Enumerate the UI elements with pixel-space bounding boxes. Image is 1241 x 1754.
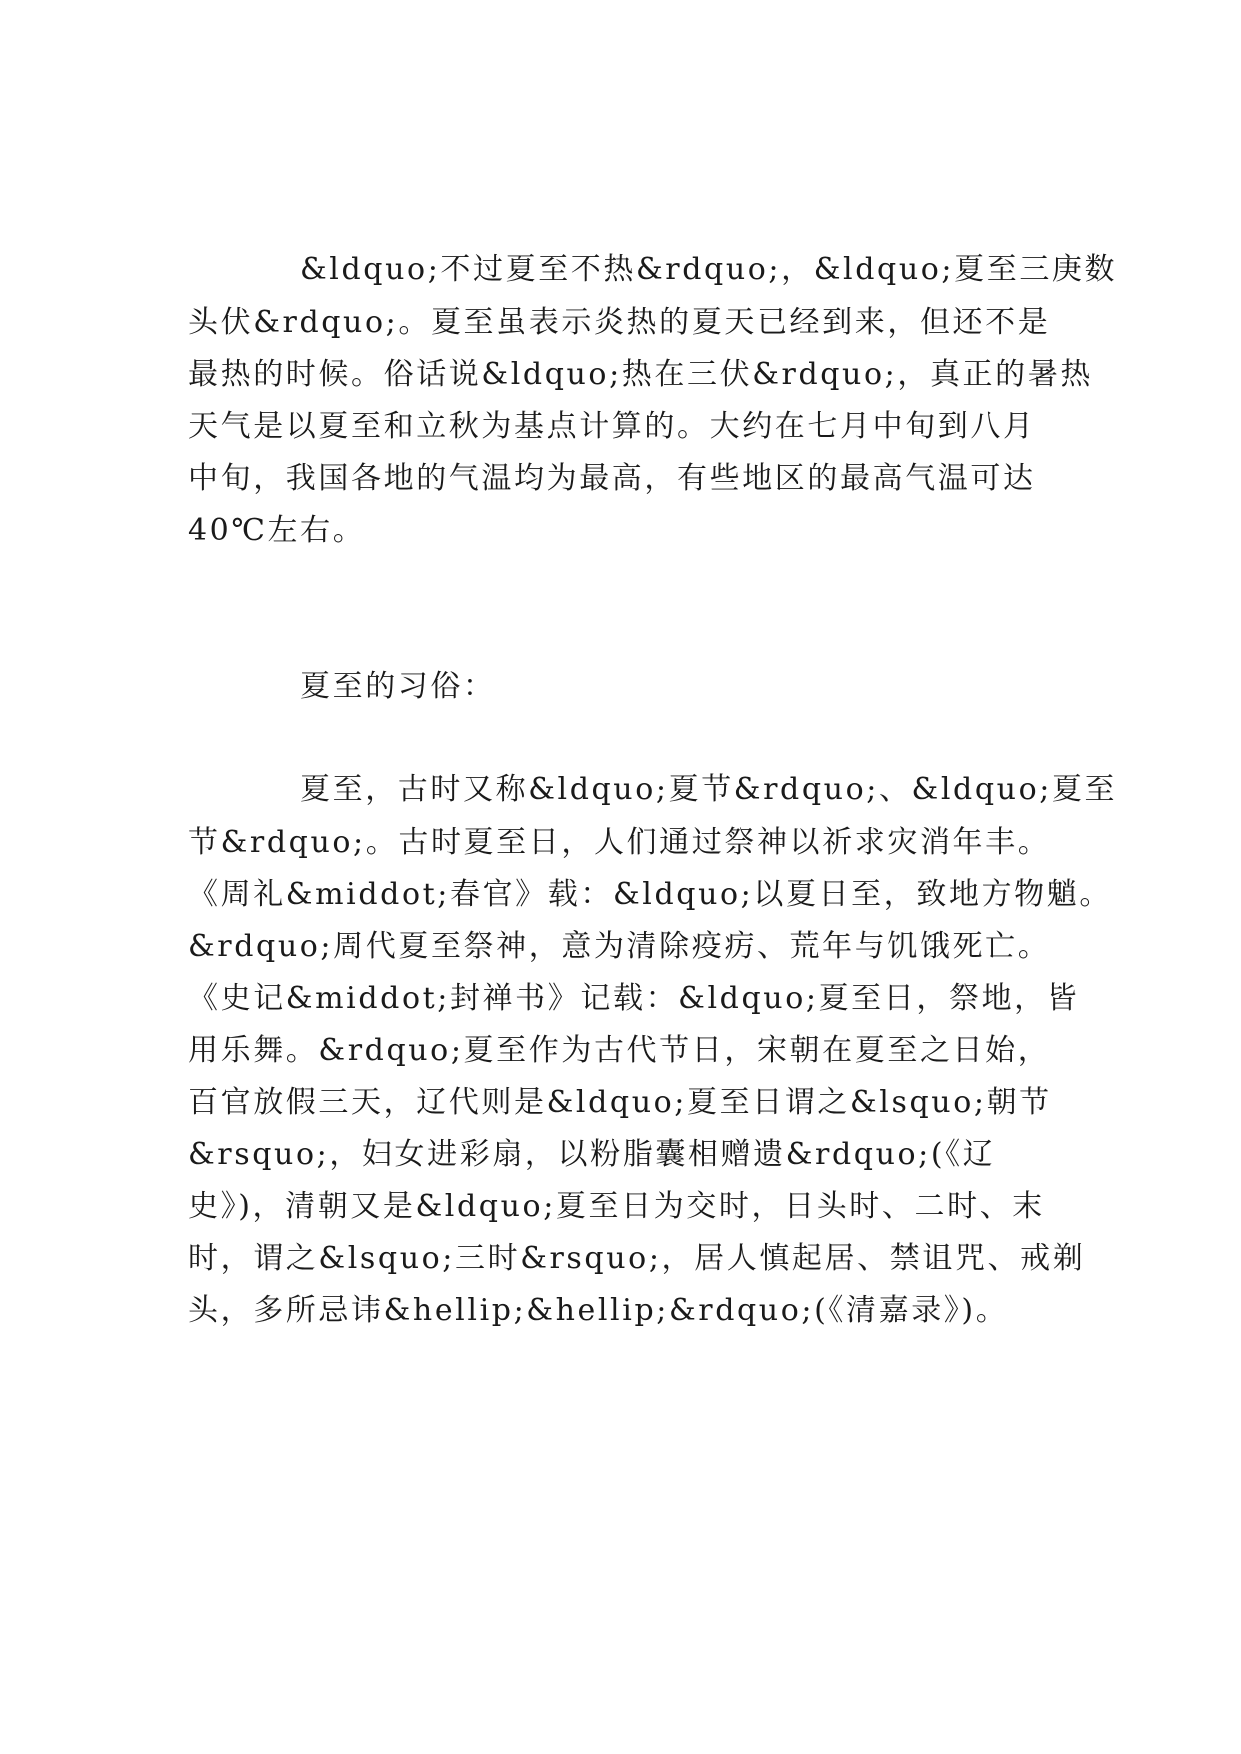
- paragraph-3-line-7: 百官放假三天，辽代则是&ldquo;夏至日谓之&lsquo;朝节: [188, 1085, 1052, 1120]
- paragraph-3-line-8: &rsquo;，妇女进彩扇，以粉脂囊相赠遗&rdquo;(《辽: [188, 1137, 996, 1172]
- paragraph-3-line-4: &rdquo;周代夏至祭神，意为清除疫疠、荒年与饥饿死亡。: [188, 929, 1051, 964]
- paragraph-3-line-9: 史》)，清朝又是&ldquo;夏至日为交时，日头时、二时、末: [188, 1189, 1045, 1224]
- paragraph-3-line-10: 时，谓之&lsquo;三时&rsquo;，居人慎起居、禁诅咒、戒剃: [188, 1241, 1086, 1276]
- section-heading: 夏至的习俗：: [300, 669, 496, 704]
- paragraph-3-line-6: 用乐舞。&rdquo;夏至作为古代节日，宋朝在夏至之日始，: [188, 1033, 1051, 1068]
- paragraph-3-line-2: 节&rdquo;。古时夏至日，人们通过祭神以祈求灾消年丰。: [188, 825, 1051, 860]
- paragraph-3-line-3: 《周礼&middot;春官》载：&ldquo;以夏日至，致地方物魈。: [188, 877, 1112, 912]
- paragraph-1-line-6: 40℃左右。: [188, 513, 366, 548]
- paragraph-1-line-2: 头伏&rdquo;。夏至虽表示炎热的夏天已经到来，但还不是: [188, 305, 1051, 340]
- paragraph-1-line-4: 天气是以夏至和立秋为基点计算的。大约在七月中旬到八月: [188, 409, 1036, 444]
- paragraph-1-line-5: 中旬，我国各地的气温均为最高，有些地区的最高气温可达: [188, 461, 1036, 496]
- paragraph-3-line-11: 头，多所忌讳&hellip;&hellip;&rdquo;(《清嘉录》)。: [188, 1293, 1009, 1328]
- paragraph-1-line-1: &ldquo;不过夏至不热&rdquo;，&ldquo;夏至三庚数: [300, 252, 1118, 287]
- paragraph-1-line-3: 最热的时候。俗话说&ldquo;热在三伏&rdquo;，真正的暑热: [188, 357, 1093, 392]
- paragraph-3-line-5: 《史记&middot;封禅书》记载：&ldquo;夏至日，祭地，皆: [188, 981, 1080, 1016]
- paragraph-3-line-1: 夏至，古时又称&ldquo;夏节&rdquo;、&ldquo;夏至: [300, 772, 1118, 807]
